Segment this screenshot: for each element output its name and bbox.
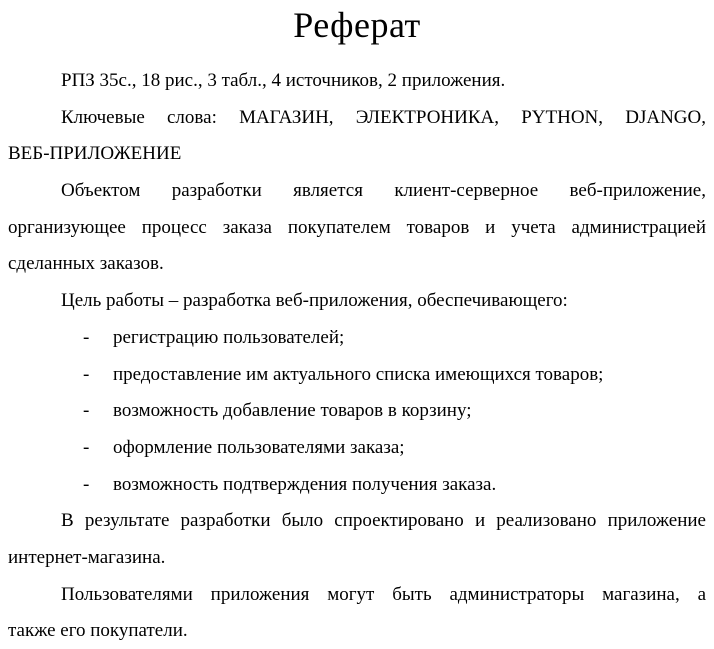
goal-line: Цель работы – разработка веб-приложения, обеспечивающего: bbox=[61, 290, 568, 312]
list-item bbox=[8, 467, 706, 504]
result-paragraph-line-2: интернет-магазина. bbox=[8, 546, 166, 568]
object-paragraph-line-1: Объектом разработки является клиент-серверное веб-приложение, bbox=[61, 180, 706, 202]
list-dash-marker: - bbox=[83, 400, 90, 422]
list-dash-marker: - bbox=[83, 436, 90, 458]
keywords-line-2: ВЕБ-ПРИЛОЖЕНИЕ bbox=[8, 143, 182, 165]
list-item-text: возможность подтверждения получения заказа. bbox=[113, 473, 497, 495]
document-body bbox=[0, 63, 714, 649]
users-paragraph-line-1: Пользователями приложения могут быть администраторы магазина, а bbox=[61, 583, 706, 605]
list-item-text: возможность добавление товаров в корзину; bbox=[113, 400, 472, 422]
list-item bbox=[8, 430, 706, 467]
list-item-text: оформление пользователями заказа; bbox=[113, 436, 405, 458]
list-dash-marker: - bbox=[83, 473, 90, 495]
list-item bbox=[8, 320, 706, 357]
list-dash-marker: - bbox=[83, 326, 90, 348]
list-item bbox=[8, 357, 706, 394]
page-title: Реферат bbox=[293, 5, 421, 45]
list-item-text: предоставление им актуального списка имеющихся товаров; bbox=[113, 363, 604, 385]
object-paragraph-line-2: организующее процесс заказа покупателем товаров и учета администрацией bbox=[8, 216, 706, 238]
stats-line: РПЗ 35с., 18 рис., 3 табл., 4 источников, 2 приложения. bbox=[61, 70, 506, 91]
users-paragraph-line-2: также его покупатели. bbox=[8, 620, 188, 642]
keywords-line-1: Ключевые слова: МАГАЗИН, ЭЛЕКТРОНИКА, PYTHON, DJANGO, bbox=[61, 106, 706, 128]
list-item-text: регистрацию пользователей; bbox=[113, 326, 345, 348]
object-paragraph-line-3: сделанных заказов. bbox=[8, 253, 164, 275]
list-dash-marker: - bbox=[83, 363, 90, 385]
result-paragraph-line-1: В результате разработки было спроектировано и реализовано приложение bbox=[61, 510, 706, 532]
list-item bbox=[8, 393, 706, 430]
